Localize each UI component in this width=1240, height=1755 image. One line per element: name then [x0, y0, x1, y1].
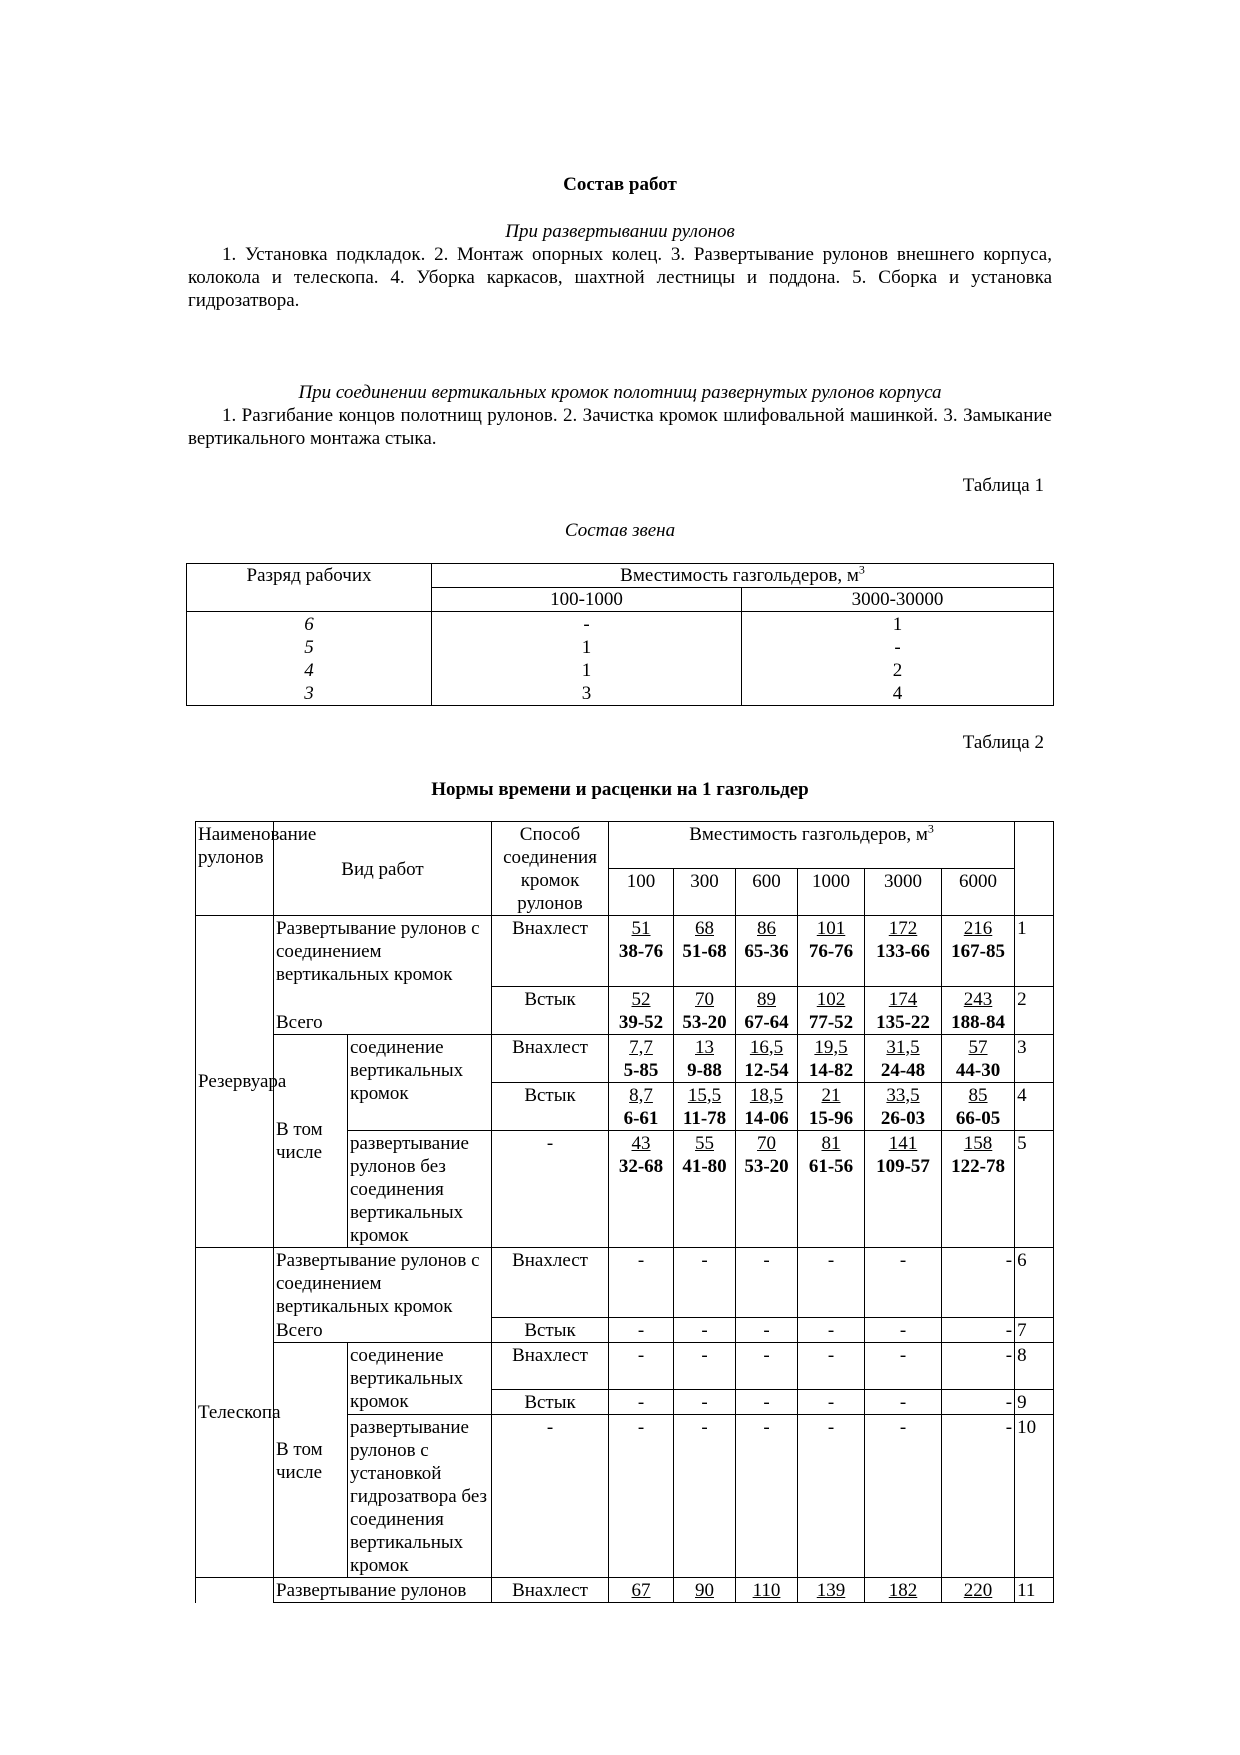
time-norm: - — [942, 1390, 1015, 1415]
header-join-method: Способ соединения кромок рулонов — [492, 822, 609, 916]
time-norm: - — [798, 1247, 865, 1318]
time-norm: - — [798, 1415, 865, 1578]
price: 24-48 — [880, 1059, 926, 1081]
table-row — [196, 1318, 1054, 1343]
time-norm: - — [942, 1343, 1015, 1390]
row-number: 11 — [1015, 1578, 1054, 1603]
including-label: В том числе — [274, 1034, 348, 1247]
table-row — [196, 1578, 1054, 1603]
time-norm: 68 — [695, 918, 715, 939]
price: 26-03 — [880, 1107, 926, 1129]
row-number: 4 — [1015, 1082, 1054, 1130]
time-norm: 110 — [736, 1578, 798, 1603]
row-number: 6 — [1015, 1247, 1054, 1318]
time-norm: 18,5 — [749, 1084, 784, 1106]
time-norm: 51 — [631, 918, 651, 939]
worker-count: - — [583, 614, 590, 635]
price: 38-76 — [618, 941, 664, 962]
total-label: Всего — [274, 1318, 492, 1343]
worker-count: 4 — [892, 683, 903, 704]
capacity-header: 100 — [609, 869, 674, 916]
price: 44-30 — [955, 1059, 1001, 1081]
price: 9-88 — [687, 1059, 722, 1081]
crew-table — [186, 563, 1054, 706]
capacity-header: 1000 — [798, 869, 865, 916]
work-description: Развертывание рулонов с соединением вертикальных кромок — [274, 916, 492, 987]
price: 32-68 — [618, 1155, 664, 1177]
join-method: Внахлест — [492, 1247, 609, 1318]
join-method: Встык — [492, 1082, 609, 1130]
time-norm: - — [865, 1318, 942, 1343]
time-norm: - — [942, 1415, 1015, 1578]
including-label: В том числе — [274, 1343, 348, 1578]
time-norm: - — [736, 1390, 798, 1415]
price: 65-36 — [744, 941, 789, 962]
header-number-column — [1015, 822, 1054, 916]
price: 5-85 — [623, 1059, 659, 1081]
time-norm: - — [798, 1390, 865, 1415]
time-norm: - — [736, 1318, 798, 1343]
time-norm: - — [609, 1415, 674, 1578]
table-row — [196, 986, 1054, 1034]
price: 53-20 — [682, 1011, 727, 1033]
table2-label: Таблица 2 — [962, 732, 1044, 753]
price: 109-57 — [876, 1155, 930, 1177]
time-norm: 141 — [888, 1132, 918, 1154]
time-norm: 57 — [968, 1036, 988, 1058]
rank-column — [187, 612, 432, 706]
time-norm: 43 — [631, 1132, 651, 1154]
time-norm: 81 — [821, 1132, 841, 1154]
time-norm: 67 — [609, 1578, 674, 1603]
worker-count: 1 — [581, 637, 592, 658]
paragraph-edge-joining: 1. Разгибание концов полотнищ рулонов. 2. Зачистка кромок шлифовальной машинкой. 3. Замыкание вертикального монтажа стыка. — [188, 405, 1052, 449]
work-description: соединение вертикальных кромок — [348, 1343, 492, 1415]
table-row — [196, 1343, 1054, 1390]
worker-count: 1 — [581, 660, 592, 681]
time-norm: 8,7 — [629, 1084, 653, 1106]
table-row — [196, 916, 1054, 987]
time-norm: - — [674, 1247, 736, 1318]
row-number: 10 — [1015, 1415, 1054, 1578]
roll-name-empty — [196, 1578, 274, 1603]
time-norm: - — [865, 1415, 942, 1578]
work-description: развертывание рулонов с установкой гидрозатвора без соединения вертикальных кромок — [348, 1415, 492, 1578]
price: 167-85 — [951, 941, 1005, 962]
time-norm: 174 — [888, 988, 918, 1010]
header-range-small: 100-1000 — [432, 588, 742, 612]
time-norm: - — [736, 1415, 798, 1578]
time-norm: 90 — [674, 1578, 736, 1603]
time-norm: 85 — [968, 1084, 988, 1106]
table1-caption: Состав звена — [564, 520, 676, 541]
row-number: 7 — [1015, 1318, 1054, 1343]
time-norm: 19,5 — [814, 1036, 848, 1058]
join-method: Внахлест — [492, 916, 609, 987]
time-norm: 102 — [816, 988, 846, 1010]
roll-name: Резервуара — [196, 916, 274, 1248]
join-method: Внахлест — [492, 1034, 609, 1082]
time-norm: - — [609, 1247, 674, 1318]
time-norm: - — [609, 1343, 674, 1390]
price: 11-78 — [682, 1107, 727, 1129]
norms-table — [195, 821, 1054, 1603]
join-method: Встык — [492, 1318, 609, 1343]
table2-caption: Нормы времени и расценки на 1 газгольдер — [431, 779, 809, 800]
price: 188-84 — [951, 1011, 1005, 1033]
price: 61-56 — [808, 1155, 854, 1177]
rank-value: 4 — [304, 660, 314, 681]
time-norm: 243 — [963, 988, 993, 1010]
price: 41-80 — [682, 1155, 727, 1177]
capacity-header: 600 — [736, 869, 798, 916]
time-norm: - — [865, 1343, 942, 1390]
row-number: 3 — [1015, 1034, 1054, 1082]
price: 15-96 — [808, 1107, 854, 1129]
rank-value: 5 — [304, 637, 314, 658]
work-description: соединение вертикальных кромок — [348, 1034, 492, 1130]
paragraph-unrolling: 1. Установка подкладок. 2. Монтаж опорных колец. 3. Развертывание рулонов внешнего корпуса, колокола и телескопа. 4. Уборка каркасов, шахтной лестницы и поддона. 5. Сборка и установка гидрозатвора. — [188, 244, 1052, 311]
time-norm: - — [942, 1318, 1015, 1343]
time-norm: 21 — [821, 1084, 841, 1106]
worker-count: 2 — [892, 660, 903, 681]
work-description: развертывание рулонов без соединения вертикальных кромок — [348, 1130, 492, 1247]
price: 14-82 — [808, 1059, 854, 1081]
join-method: - — [492, 1415, 609, 1578]
time-norm: 52 — [631, 988, 651, 1010]
price: 6-61 — [623, 1107, 659, 1129]
work-description: Развертывание рулонов с соединением вертикальных кромок — [274, 1247, 492, 1318]
time-norm: - — [736, 1343, 798, 1390]
time-norm: - — [674, 1390, 736, 1415]
time-norm: - — [865, 1247, 942, 1318]
time-norm: 172 — [888, 918, 918, 939]
price: 76-76 — [808, 941, 854, 962]
capacity-header: 300 — [674, 869, 736, 916]
table-row — [196, 1034, 1054, 1082]
row-number: 8 — [1015, 1343, 1054, 1390]
time-norm: 15,5 — [687, 1084, 722, 1106]
time-norm: 89 — [757, 988, 777, 1010]
row-number: 9 — [1015, 1390, 1054, 1415]
large-range-column — [742, 612, 1054, 706]
time-norm: 216 — [963, 918, 993, 939]
price: 51-68 — [682, 941, 727, 962]
time-norm: - — [674, 1343, 736, 1390]
row-number: 2 — [1015, 986, 1054, 1034]
time-norm: 158 — [963, 1132, 993, 1154]
small-range-column — [432, 612, 742, 706]
join-method: Встык — [492, 986, 609, 1034]
header-work-type: Вид работ — [274, 822, 492, 916]
capacity-header: 3000 — [865, 869, 942, 916]
row-number: 1 — [1015, 916, 1054, 987]
time-norm: - — [674, 1415, 736, 1578]
time-norm: 55 — [695, 1132, 715, 1154]
row-number: 5 — [1015, 1130, 1054, 1247]
time-norm: - — [736, 1247, 798, 1318]
time-norm: 70 — [757, 1132, 777, 1154]
time-norm: 101 — [816, 918, 846, 939]
time-norm: 220 — [942, 1578, 1015, 1603]
time-norm: - — [865, 1390, 942, 1415]
roll-name: Телескопа — [196, 1247, 274, 1578]
header-range-large: 3000-30000 — [742, 588, 1054, 612]
section-title: Состав работ — [563, 174, 677, 195]
price: 39-52 — [618, 1011, 664, 1033]
time-norm: 31,5 — [886, 1036, 920, 1058]
subsection-title-edge-joining: При соединении вертикальных кромок полотнищ развернутых рулонов корпуса — [298, 382, 942, 403]
price: 67-64 — [744, 1011, 789, 1033]
worker-count: 3 — [581, 683, 592, 704]
price: 135-22 — [876, 1011, 930, 1033]
header-rank: Разряд рабочих — [187, 564, 432, 612]
join-method: Внахлест — [492, 1343, 609, 1390]
time-norm: - — [609, 1318, 674, 1343]
worker-count: - — [894, 637, 901, 658]
time-norm: 182 — [865, 1578, 942, 1603]
total-label: Всего — [274, 986, 492, 1034]
time-norm: - — [609, 1390, 674, 1415]
time-norm: 139 — [798, 1578, 865, 1603]
time-norm: - — [942, 1247, 1015, 1318]
price: 122-78 — [951, 1155, 1005, 1177]
header-roll-name: Наименование рулонов — [196, 822, 274, 916]
table1-label: Таблица 1 — [962, 475, 1044, 496]
worker-count: 1 — [892, 614, 903, 635]
rank-value: 6 — [304, 614, 314, 635]
header-capacity: Вместимость газгольдеров, $м^3$ — [609, 822, 1015, 869]
header-capacity: Вместимость газгольдеров, $м^3$ — [432, 564, 1054, 588]
time-norm: - — [798, 1318, 865, 1343]
price: 14-06 — [744, 1107, 789, 1129]
table-row — [196, 1247, 1054, 1318]
join-method: Внахлест — [492, 1578, 609, 1603]
join-method: Встык — [492, 1390, 609, 1415]
time-norm: 70 — [695, 988, 715, 1010]
rank-value: 3 — [304, 683, 314, 704]
time-norm: 16,5 — [749, 1036, 784, 1058]
time-norm: 86 — [757, 918, 777, 939]
price: 77-52 — [808, 1011, 854, 1033]
price: 12-54 — [744, 1059, 789, 1081]
join-method: - — [492, 1130, 609, 1247]
price: 66-05 — [955, 1107, 1001, 1129]
time-norm: 33,5 — [886, 1084, 920, 1106]
price: 133-66 — [876, 941, 930, 962]
time-norm: 7,7 — [629, 1036, 653, 1058]
subsection-title-unrolling: При развертывании рулонов — [505, 221, 735, 242]
time-norm: - — [674, 1318, 736, 1343]
price: 53-20 — [744, 1155, 789, 1177]
time-norm: - — [798, 1343, 865, 1390]
capacity-header: 6000 — [942, 869, 1015, 916]
work-description: Развертывание рулонов — [274, 1578, 492, 1603]
time-norm: 13 — [695, 1036, 715, 1058]
